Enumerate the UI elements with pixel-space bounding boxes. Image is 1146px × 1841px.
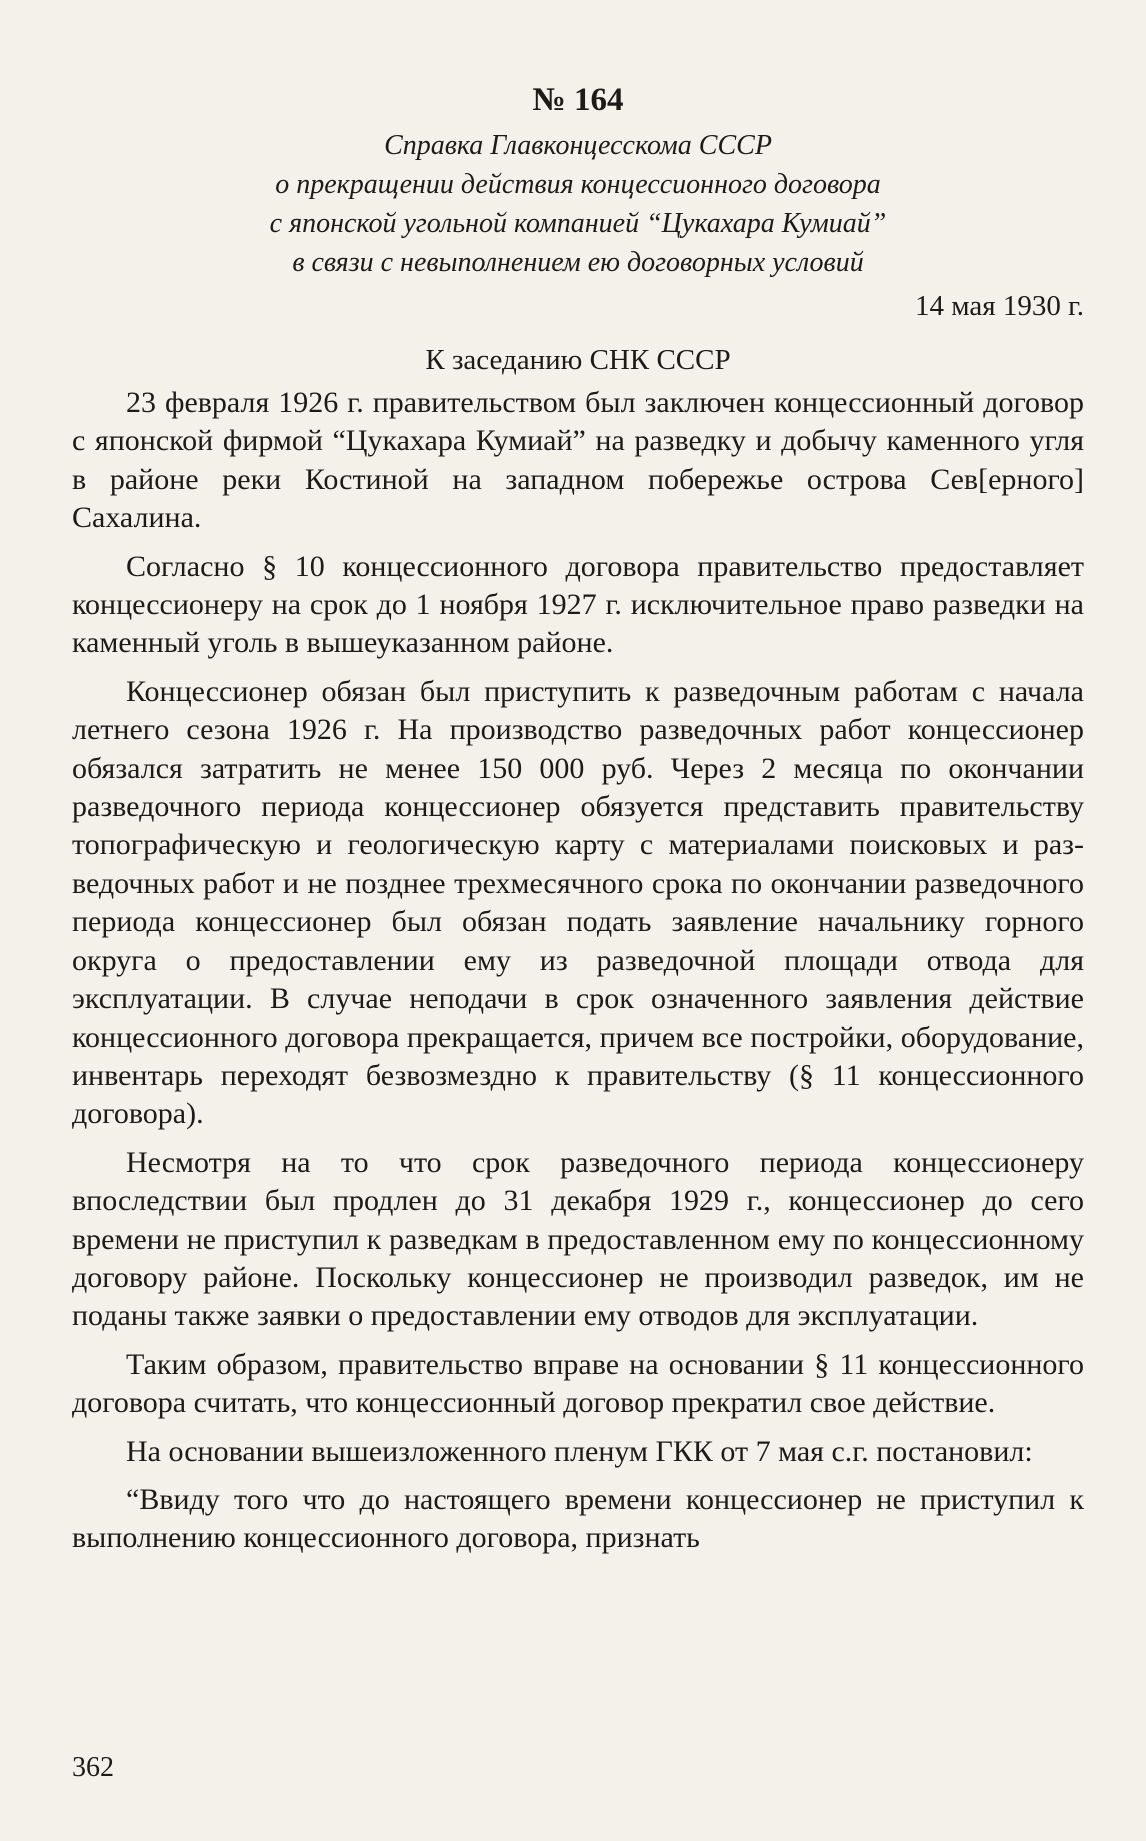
page-number: 362 bbox=[72, 1752, 114, 1783]
document-page bbox=[72, 80, 1084, 1568]
paragraph: На основании вышеизложенного пленум ГКК от 7 мая с.г. постановил: bbox=[126, 1434, 1033, 1468]
document-number: № 164 bbox=[532, 82, 624, 118]
paragraph: 23 февраля 1926 г. правительством был заключен концессионный договор с японской фирмой “Цукахара Кумиай” на разведку и добычу каменного угля в районе реки Костиной на западном побережье острова Сев[ерного] Сахалина. bbox=[72, 386, 1084, 535]
title-line: о прекращении действия концессионного договора bbox=[275, 169, 881, 200]
document-body bbox=[72, 384, 1084, 1558]
paragraph: Концессионер обязан был приступить к разведочным работам с начала летнего сезона 1926 г. На производство разведочных работ концессионер обязался затратить не менее 150 000 руб. Через 2 месяца по окончании разведочного периода концессионер обязуется представить правительству топографическую и геологическую карту с материалами поисковых и разведочных работ и не позднее трехмесячного срока по окончании разведочного периода концессионер был обязан подать заявление начальнику горного округа о предоставлении ему из разведочной площади отвода для эксплуатации. В случае неподачи в срок означенного заявления действие концессионного договора прекращается, причем все постройки, оборудование, инвентарь переходят безвозмездно к правительству (§ 11 концессионного договора). bbox=[72, 674, 1084, 1131]
document-addressee: К заседанию СНК СССР bbox=[425, 344, 731, 376]
paragraph: Таким образом, правительство вправе на основании § 11 концессионного договора считать, что концессионный договор прекратил свое действие. bbox=[72, 1347, 1084, 1420]
paragraph: Согласно § 10 концессионного договора правительство предоставляет концессионеру на срок до 1 ноября 1927 г. исключительное право разведки на каменный уголь в вышеуказанном районе. bbox=[72, 549, 1084, 660]
title-line: Справка Главконцесскома СССР bbox=[384, 130, 772, 161]
title-line: в связи с невыполнением ею договорных условий bbox=[292, 247, 864, 278]
paragraph: “Ввиду того что до настоящего времени концессионер не приступил к выполнению концессионного договора, признать bbox=[72, 1482, 1084, 1555]
title-line: с японской угольной компанией “Цукахара Кумиай” bbox=[269, 208, 887, 239]
paragraph: Несмотря на то что срок разведочного периода концессионеру впоследствии был продлен до 31 декабря 1929 г., концессионер до сего времени не приступил к разведкам в предоставленном ему по концессионному договору районе. Поскольку концессионер не производил разведок, им не поданы также заявки о предоставлении ему отводов для эксплуатации. bbox=[72, 1145, 1084, 1333]
document-title bbox=[72, 126, 1084, 282]
document-date: 14 мая 1930 г. bbox=[915, 290, 1084, 322]
